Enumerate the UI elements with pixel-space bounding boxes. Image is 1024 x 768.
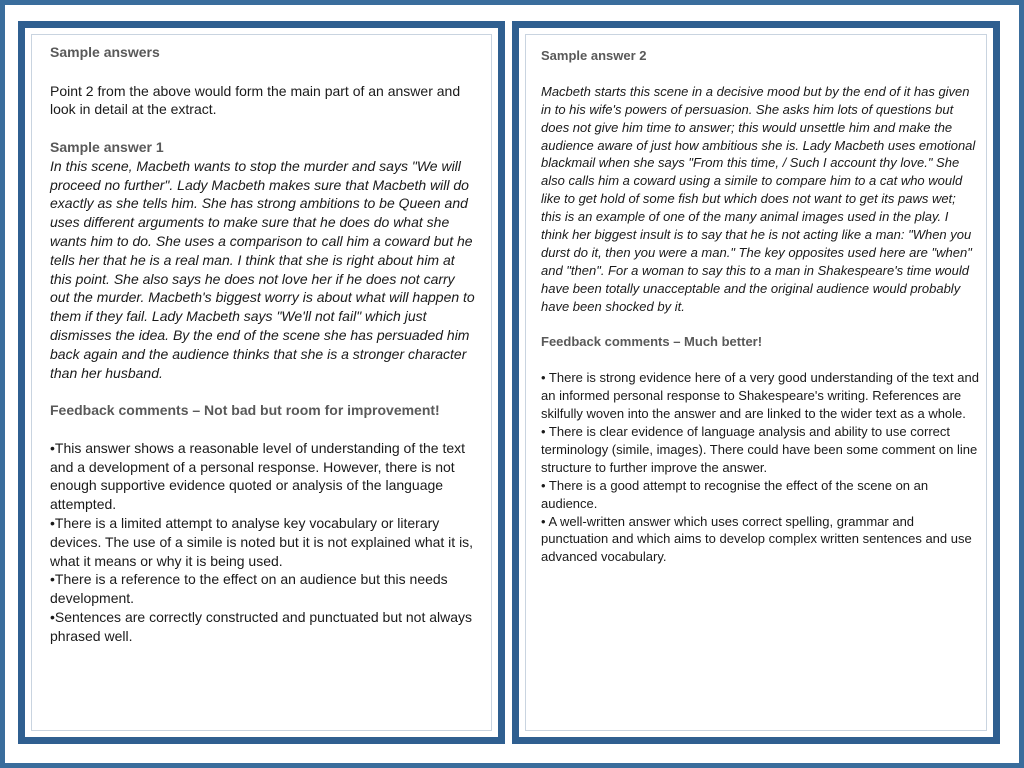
feedback-1-point: •There is a limited attempt to analyse key vocabulary or literary devices. The use of a simile is noted but it is not explained what it is, what it means or why it is being used. [50, 514, 474, 569]
left-panel [18, 21, 505, 744]
feedback-2-heading: Feedback comments – Much better! [541, 334, 763, 350]
left-column [50, 43, 478, 646]
feedback-2-point: • There is strong evidence here of a very good understanding of the text and an informed personal response to Shakespeare's writing. References are skilfully woven into the answer and are linked to the wider text as a whole. [541, 370, 979, 422]
feedback-2-point: • A well-written answer which uses correct spelling, grammar and punctuation and which aims to develop complex written sentences and use advanced vocabulary. [541, 513, 972, 565]
sample-answers-heading: Sample answers [50, 44, 160, 60]
sample-answer-1-text: In this scene, Macbeth wants to stop the murder and says "We will proceed no further". Lady Macbeth makes sure that Macbeth will do exactly as she tells him. She has strong ambitions to be Queen and uses different arguments to make sure that he does do what she wants him to do. She uses a comparison to call him a coward but he tells her that he is a real man. I think that she is right about him at this point. She also says he does not love her if he does not carry out the murder. Macbeth's biggest worry is about what will happen to them if they fail. Lady Macbeth says "We'll not fail" which just dismisses the idea. By the end of the scene she has persuaded him back again and the audience thinks that she is a stronger character than her husband. [50, 157, 475, 381]
feedback-1-point: •There is a reference to the effect on an audience but this needs development. [50, 571, 448, 607]
feedback-2-point: • There is a good attempt to recognise the effect of the scene on an audience. [541, 477, 929, 511]
intro-text: Point 2 from the above would form the main part of an answer and look in detail at the extract. [50, 82, 461, 118]
sample-answer-2-text: Macbeth starts this scene in a decisive mood but by the end of it has given in to his wife's powers of persuasion. She asks him lots of questions but does not give him time to answer; this would unsettle him and make the audience aware of just how ambitious she is. Lady Macbeth uses emotional blackmail when she says "From this time, / Such I account thy love." She also calls him a coward using a simile to compare him to a cat who would like to get hold of some fish but which does not want to get its paws wet; this is an example of one of the many animal images used in the play. I think her biggest insult is to say that he is not acting like a man: "When you durst do it, then you were a man." The key opposites used here are "when" and "then". For a woman to say this to a man in Shakespeare's time would have been totally unacceptable and the original audience would probably have been shocked by it. [541, 83, 976, 314]
feedback-1-heading: Feedback comments – Not bad but room for improvement! [50, 402, 440, 419]
sample-answer-1-heading: Sample answer 1 [50, 138, 164, 155]
right-panel [512, 21, 1000, 744]
feedback-2-point: • There is clear evidence of language analysis and ability to use correct terminology (simile, images). There could have been some comment on line structure to further improve the answer. [541, 423, 978, 475]
feedback-1-point: •Sentences are correctly constructed and punctuated but not always phrased well. [50, 608, 473, 644]
sample-answer-2-heading: Sample answer 2 [541, 48, 647, 63]
feedback-1-point: •This answer shows a reasonable level of understanding of the text and a development of a personal response. However, there is not enough supportive evidence quoted or analysis of the language attempted. [50, 439, 466, 513]
right-column [541, 47, 979, 566]
